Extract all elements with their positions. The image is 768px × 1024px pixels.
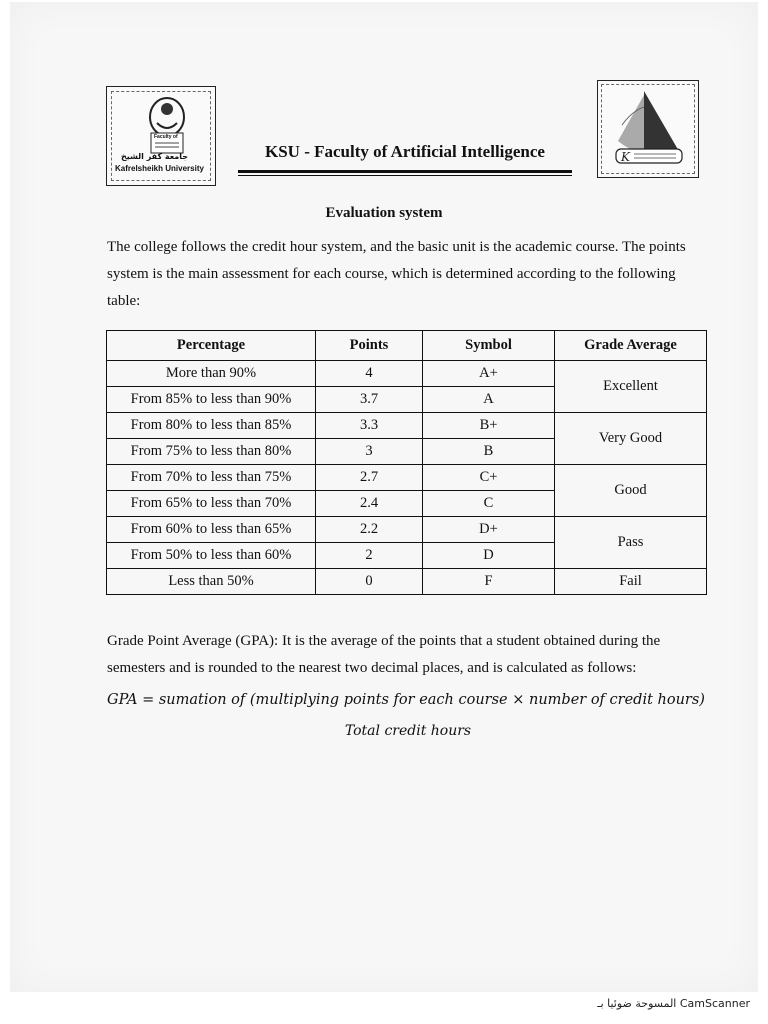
logo-arabic-caption: جامعة كفر الشيخ (121, 152, 188, 161)
points-cell: 0 (316, 568, 423, 594)
table-row (107, 361, 707, 387)
percentage-cell: From 70% to less than 75% (107, 465, 316, 491)
symbol-cell: B (423, 439, 555, 465)
grade-cell-fail: Fail (555, 568, 707, 594)
table-row (107, 568, 707, 594)
grade-cell-excellent: Excellent (555, 361, 707, 413)
symbol-cell: C (423, 490, 555, 516)
percentage-cell: Less than 50% (107, 568, 316, 594)
svg-text:K: K (621, 150, 630, 164)
points-cell: 2.2 (316, 516, 423, 542)
points-cell: 2.7 (316, 465, 423, 491)
points-cell: 2 (316, 542, 423, 568)
symbol-cell: D (423, 542, 555, 568)
page-header-title: KSU - Faculty of Artificial Intelligence (265, 142, 545, 161)
percentage-cell: More than 90% (107, 361, 316, 387)
column-header: Points (316, 331, 423, 361)
faculty-ai-logo (597, 80, 699, 178)
percentage-cell: From 65% to less than 70% (107, 490, 316, 516)
sail-emblem-icon (598, 81, 698, 177)
percentage-cell: From 60% to less than 65% (107, 516, 316, 542)
gpa-paragraph: Grade Point Average (GPA): It is the average of the points that a student obtained during the semesters and is rounded to the nearest two decimal places, and is calculated as follows: (107, 633, 661, 676)
logo-english-caption: Kafrelsheikh University (115, 164, 204, 173)
column-header: Grade Average (555, 331, 707, 361)
intro-paragraph: The college follows the credit hour system, and the basic unit is the academic course. The points system is the main assessment for each course, which is determined according to the following table: (107, 239, 686, 309)
header-rule (238, 170, 572, 173)
points-cell: 3.3 (316, 413, 423, 439)
gpa-formula-denominator: Total credit hours (344, 723, 472, 739)
points-cell: 3 (316, 439, 423, 465)
percentage-cell: From 80% to less than 85% (107, 413, 316, 439)
grade-cell-pass: Pass (555, 516, 707, 568)
symbol-cell: A+ (423, 361, 555, 387)
grading-table (106, 330, 707, 595)
points-cell: 3.7 (316, 387, 423, 413)
points-cell: 2.4 (316, 490, 423, 516)
table-row (107, 413, 707, 439)
grade-cell-very-good: Very Good (555, 413, 707, 465)
symbol-cell: F (423, 568, 555, 594)
grade-cell-good: Good (555, 465, 707, 517)
kafrelsheikh-university-logo (106, 86, 216, 186)
column-header: Percentage (107, 331, 316, 361)
column-header: Symbol (423, 331, 555, 361)
table-header-row (107, 331, 707, 361)
points-cell: 4 (316, 361, 423, 387)
percentage-cell: From 85% to less than 90% (107, 387, 316, 413)
table-row (107, 465, 707, 491)
section-title: Evaluation system (325, 205, 443, 221)
percentage-cell: From 50% to less than 60% (107, 542, 316, 568)
table-row (107, 516, 707, 542)
percentage-cell: From 75% to less than 80% (107, 439, 316, 465)
header-rule-thin (238, 175, 572, 176)
symbol-cell: D+ (423, 516, 555, 542)
camscanner-watermark: المسوحة ضوئيا بـ CamScanner (597, 997, 750, 1010)
logo-inner-text: Faculty of (154, 134, 178, 140)
symbol-cell: A (423, 387, 555, 413)
symbol-cell: C+ (423, 465, 555, 491)
gpa-formula-numerator: GPA = sumation of (multiplying points for each course × number of credit hours) (107, 692, 705, 708)
symbol-cell: B+ (423, 413, 555, 439)
